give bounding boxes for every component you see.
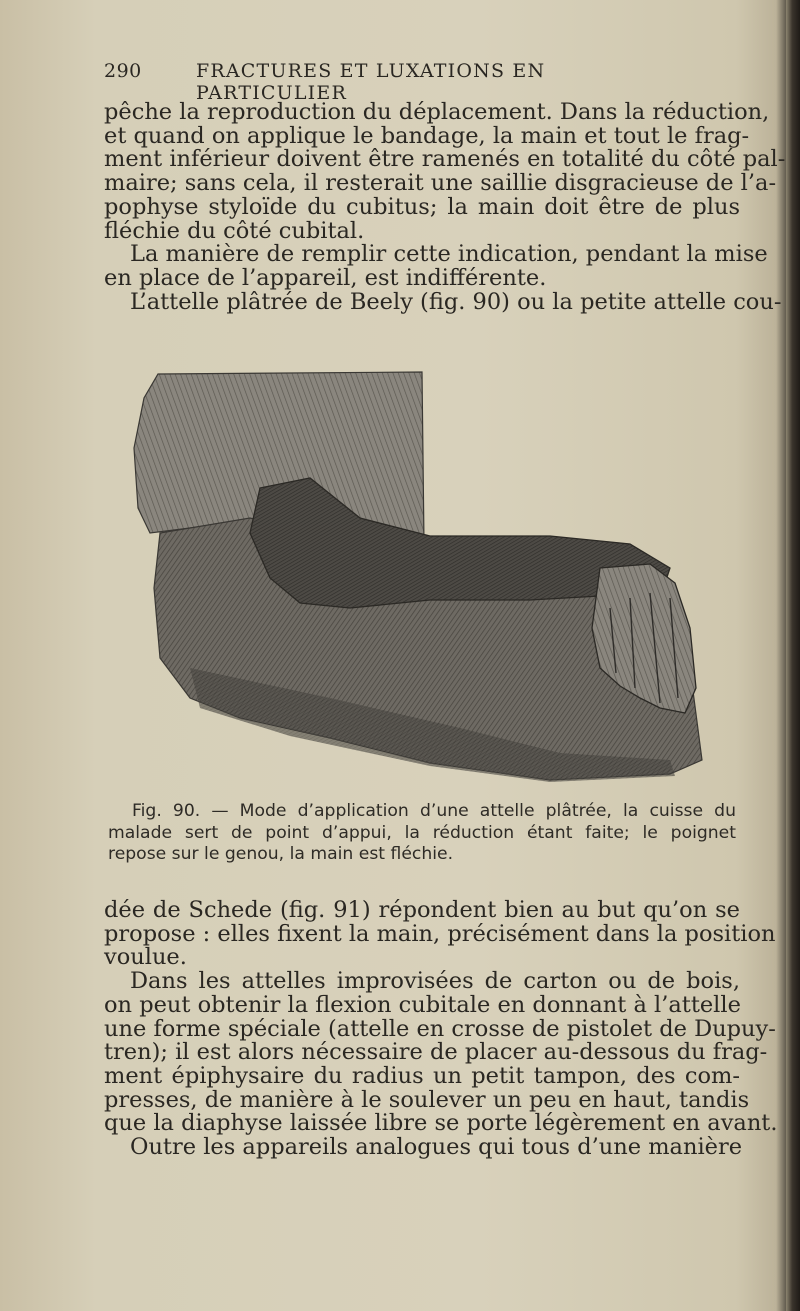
text-line: La manière de remplir cette indication, pendant la mise [130, 241, 768, 268]
text-line: propose : elles fixent la main, précisément dans la position [104, 920, 776, 947]
text-line: maire; sans cela, il resterait une saillie disgracieuse de l’a- [104, 170, 777, 197]
text-line: fléchie du côté cubital. [104, 217, 365, 244]
body-text-bottom [104, 897, 778, 1161]
text-line: que la diaphyse laissée libre se porte légèrement en avant. [104, 1110, 778, 1137]
text-line: on peut obtenir la flexion cubitale en donnant à l’attelle [104, 991, 741, 1018]
text-line: ment épiphysaire du radius un petit tampon, des com- [104, 1062, 740, 1089]
text-line: pophyse styloïde du cubitus; la main doit être de plus [104, 193, 740, 220]
figure-arm-illustration [130, 368, 705, 793]
caption-line: malade sert de point d’appui, la réduction étant faite; le poignet [108, 822, 736, 843]
text-line: Outre les appareils analogues qui tous d’une manière [130, 1134, 743, 1161]
running-head [104, 60, 684, 104]
text-line: voulue. [104, 944, 187, 971]
text-line: presses, de manière à le soulever un peu en haut, tandis [104, 1086, 750, 1113]
figure-caption [108, 801, 736, 866]
chapter-title: FRACTURES ET LUXATIONS EN PARTICULIER [196, 60, 546, 104]
text-line: une forme spéciale (attelle en crosse de pistolet de Dupuy- [104, 1015, 776, 1042]
text-line: L’attelle plâtrée de Beely (fig. 90) ou la petite attelle cou- [130, 288, 782, 315]
caption-line: Fig. 90. — Mode d’application d’une attelle plâtrée, la cuisse du [132, 801, 736, 821]
text-line: tren); il est alors nécessaire de placer au-dessous du frag- [104, 1039, 768, 1066]
page-number: 290 [104, 60, 142, 82]
text-line: Dans les attelles improvisées de carton ou de bois, [130, 968, 740, 995]
text-line: en place de l’appareil, est indifférente. [104, 264, 547, 291]
text-line: ment inférieur doivent être ramenés en totalité du côté pal- [104, 146, 786, 173]
text-line: dée de Schede (fig. 91) répondent bien au but qu’on se [104, 897, 740, 923]
book-spine-edge [786, 0, 800, 1311]
text-line: pêche la reproduction du déplacement. Dans la réduction, [104, 99, 770, 125]
body-text-top [104, 99, 786, 315]
text-line: et quand on applique le bandage, la main et tout le frag- [104, 122, 750, 149]
caption-line: repose sur le genou, la main est fléchie. [108, 844, 454, 864]
